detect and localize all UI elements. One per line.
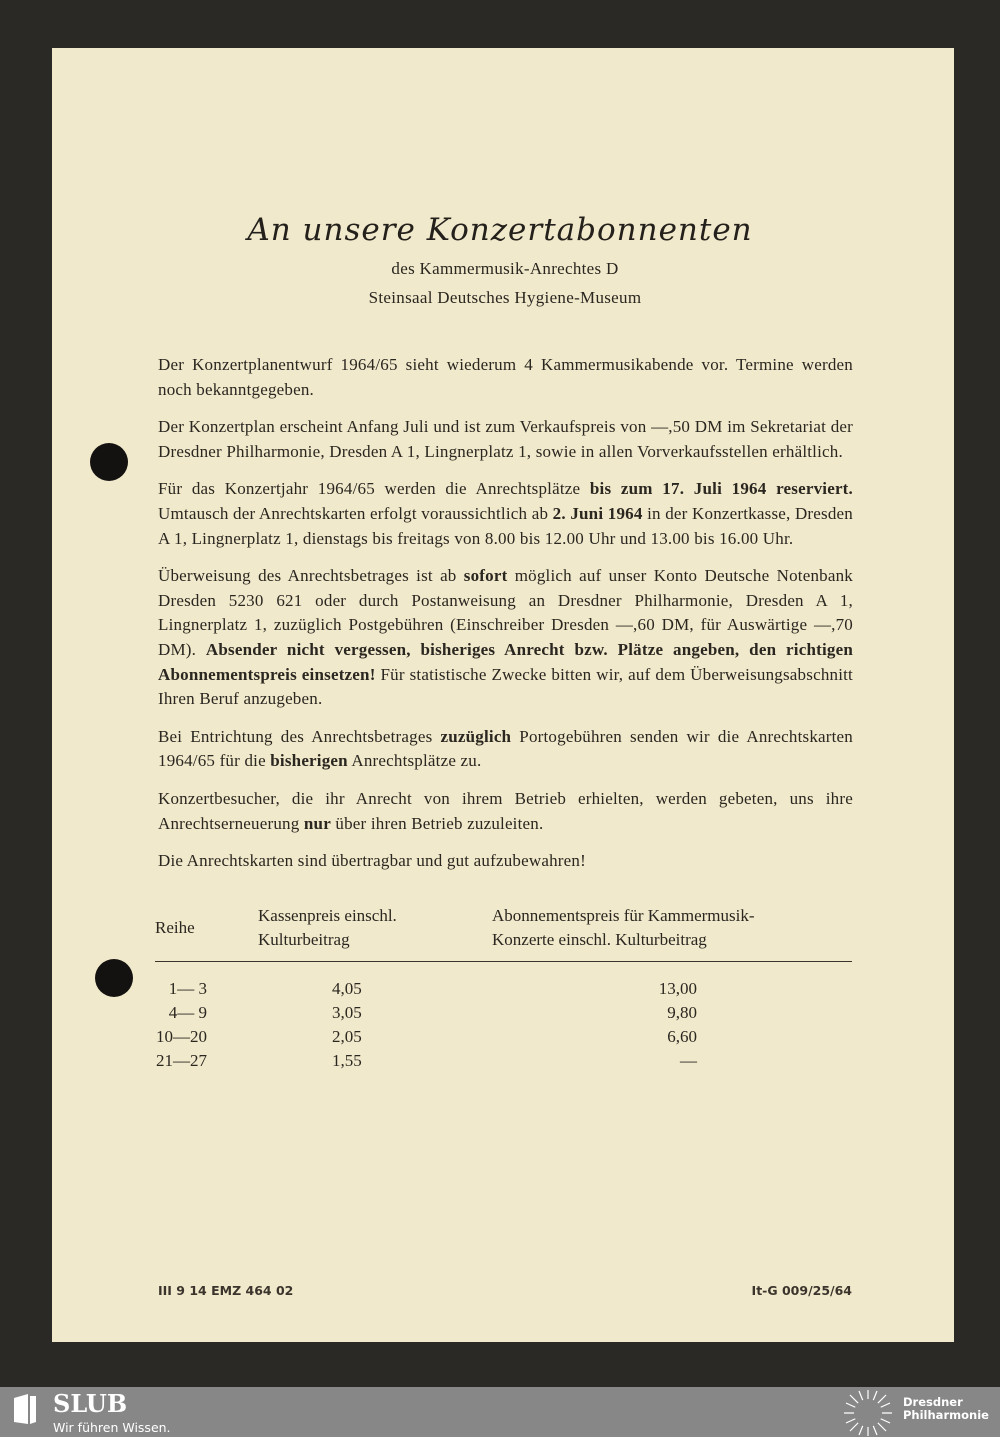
- row-range: 4— 9: [168, 1002, 207, 1022]
- bold-text: zuzüglich: [440, 726, 512, 746]
- subtitle: Steinsaal Deutsches Hygiene-Museum: [368, 288, 642, 307]
- header-abonnementspreis: Konzerte einschl. Kulturbeitrag: [492, 929, 707, 949]
- bold-text: Absender nicht vergessen, bisheriges Anrecht bzw. Plätze angeben, den richtigen Abonnementspreis einsetzen!: [158, 639, 853, 684]
- kassenpreis: 4,05: [332, 978, 362, 998]
- abonnementspreis: —: [680, 1050, 697, 1070]
- table-row: [155, 977, 852, 1001]
- document-body: [158, 353, 853, 874]
- punch-hole: [90, 443, 128, 481]
- text: Der Konzertplan erscheint Anfang Juli und ist zum Verkaufspreis von —,50 DM im Sekretariat der Dresdner Philharmonie, Dresden A 1, Lingnerplatz 1, sowie in allen Vorverkaufsstellen erhältlich.: [158, 417, 853, 461]
- paragraph: [158, 564, 853, 712]
- partner-line: Philharmonie: [903, 1408, 989, 1422]
- slub-logo-icon: [12, 1392, 40, 1426]
- paragraph: [158, 787, 853, 836]
- table-row: [155, 1001, 852, 1025]
- bold-text: nur: [303, 813, 331, 833]
- kassenpreis: 1,55: [332, 1050, 362, 1070]
- text: Für das Konzertjahr 1964/65 werden die Anrechtsplätze: [158, 479, 590, 499]
- document-title: An unsere Konzertabonnenten: [247, 212, 753, 248]
- text: in der Konzertkasse, Dresden A 1, Lingnerplatz 1, dienstags bis freitags von 8.00 bis 12.00 Uhr und 13.00 bis 16.00 Uhr.: [158, 503, 854, 548]
- paragraph: [158, 353, 853, 402]
- text: Überweisung des Anrechtsbetrages ist ab: [158, 566, 464, 586]
- bold-text: bisherigen: [270, 751, 348, 771]
- table-rule: [155, 961, 852, 962]
- print-code: III 9 14 EMZ 464 02: [158, 1283, 294, 1298]
- table-row: [155, 1025, 852, 1049]
- paragraph: [158, 725, 853, 774]
- row-range: 21—27: [156, 1050, 207, 1070]
- text: Umtausch der Anrechtskarten erfolgt voraussichtlich ab: [158, 503, 553, 523]
- paragraph: [158, 477, 853, 551]
- header-kassenpreis: Kassenpreis einschl.: [258, 905, 397, 925]
- footer-bar: [0, 1387, 1000, 1437]
- subtitle: des Kammermusik-Anrechtes D: [391, 259, 619, 278]
- header-kassenpreis: Kulturbeitrag: [258, 929, 350, 949]
- table-row: [155, 1049, 852, 1073]
- paragraph: [158, 415, 853, 464]
- bold-text: sofort: [463, 566, 508, 586]
- text: Die Anrechtskarten sind übertragbar und gut aufzubewahren!: [158, 851, 586, 871]
- row-range: 10—20: [156, 1026, 207, 1046]
- partner-name: [903, 1396, 989, 1422]
- kassenpreis: 2,05: [332, 1026, 362, 1046]
- philharmonie-logo-icon: [842, 1389, 894, 1437]
- kassenpreis: 3,05: [332, 1002, 362, 1022]
- header-abonnementspreis: Abonnementspreis für Kammermusik-: [492, 905, 755, 925]
- reference-code: It-G 009/25/64: [751, 1283, 852, 1298]
- punch-hole: [95, 959, 133, 997]
- document-content: [155, 353, 854, 1072]
- bold-text: bis zum 17. Juli 1964 reserviert.: [589, 479, 853, 499]
- text: möglich auf unser Konto Deutsche Notenbank Dresden 5230 621 oder durch Postanweisung an Dresdner Philharmonie, Dresden A 1, Lingnerplatz 1, zuzüglich Postgebühren (Einschreiber Dresden —,60 DM, für Auswärtige —,70 DM).: [158, 566, 854, 659]
- slub-name: SLUB: [53, 1389, 128, 1418]
- text: über ihren Betrieb zuzuleiten.: [330, 813, 544, 833]
- header-reihe: Reihe: [155, 917, 195, 937]
- text: Anrechtsplätze zu.: [347, 751, 482, 771]
- bold-text: 2. Juni 1964: [552, 503, 643, 523]
- row-range: 1— 3: [168, 978, 207, 998]
- price-table: [155, 902, 852, 1072]
- paragraph: [158, 849, 853, 874]
- text: Für statistische Zwecke bitten wir, auf dem Überweisungsabschnitt Ihren Beruf anzugeben.: [158, 664, 853, 709]
- text: Bei Entrichtung des Anrechtsbetrages: [158, 726, 441, 746]
- slub-tagline: Wir führen Wissen.: [53, 1420, 171, 1435]
- text: Konzertbesucher, die ihr Anrecht von ihrem Betrieb erhielten, werden gebeten, uns ihre Anrechtserneuerung: [158, 788, 853, 833]
- abonnementspreis: 9,80: [667, 1002, 697, 1022]
- text: Portogebühren senden wir die Anrechtskarten 1964/65 für die: [158, 726, 853, 771]
- abonnementspreis: 13,00: [658, 978, 697, 998]
- partner-line: Dresdner: [903, 1395, 963, 1409]
- abonnementspreis: 6,60: [667, 1026, 697, 1046]
- text: Der Konzertplanentwurf 1964/65 sieht wiederum 4 Kammermusikabende vor. Termine werden noch bekanntgegeben.: [158, 355, 853, 399]
